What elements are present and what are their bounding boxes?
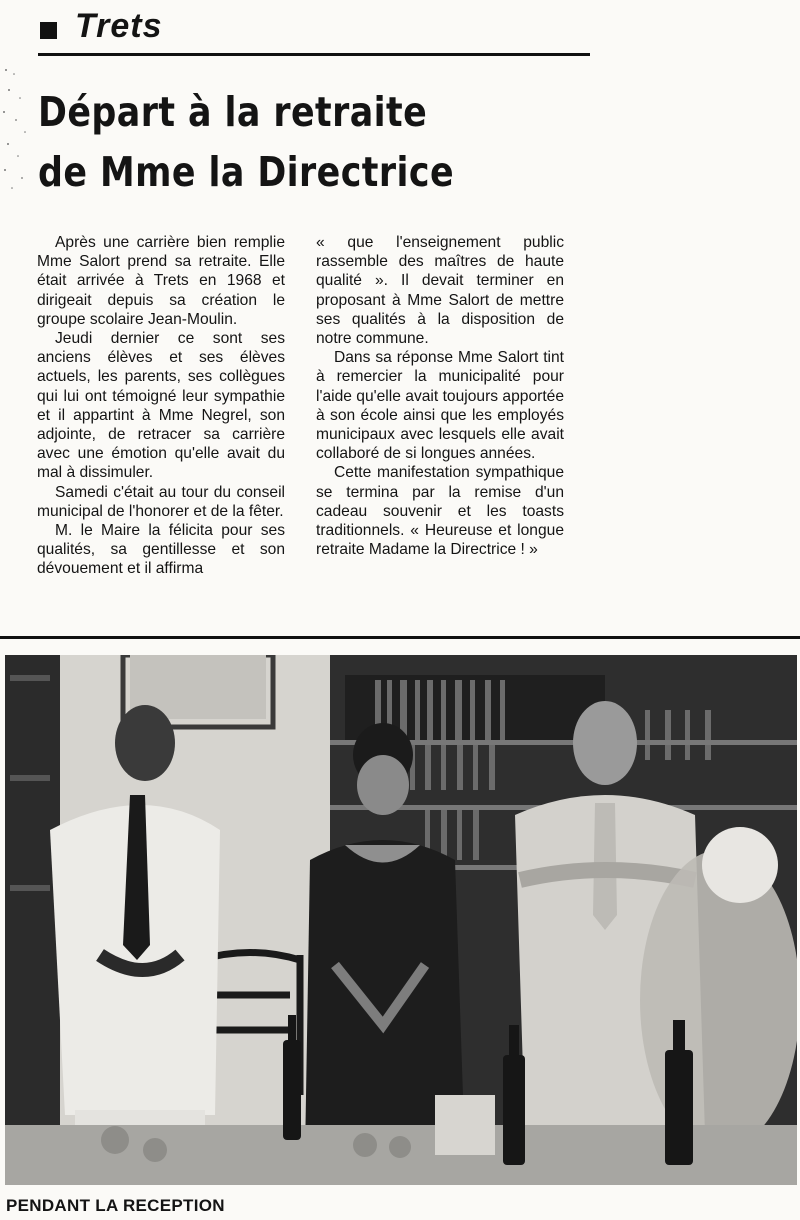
section-title: Trets <box>75 7 163 45</box>
paragraph: Après une carrière bien remplie Mme Salort prend sa retraite. Elle était arrivée à Trets en 1968 et dirigeait depuis sa création le groupe scolaire Jean-Moulin. <box>37 234 285 328</box>
section-square-icon <box>40 22 57 39</box>
article-left-column <box>37 233 285 579</box>
paragraph: Jeudi dernier ce sont ses anciens élèves et ses élèves actuels, les parents, ses collègues qui lui ont témoigné leur sympathie et il appartint à Mme Negrel, son adjointe, de retracer sa carrière avec une émotion qu'elle avait du mal à dissimuler. <box>37 330 285 482</box>
paragraph: M. le Maire la félicita pour ses qualités, sa gentillesse et son dévouement et il affirma <box>37 522 285 578</box>
section-header <box>40 6 163 46</box>
paragraph: Cette manifestation sympathique se termina par la remise d'un cadeau souvenir et les toasts traditionnels. « Heureuse et longue retraite Madame la Directrice ! » <box>316 464 564 559</box>
paragraph: Dans sa réponse Mme Salort tint à remercier la municipalité pour l'aide qu'elle avait toujours apportée à son école ainsi que les employés municipaux avec lesquels elle avait collaboré de si longues années. <box>316 349 564 463</box>
headline <box>38 82 514 202</box>
headline-line-2: de Mme la Directrice <box>38 148 455 196</box>
headline-line-1: Départ à la retraite <box>38 88 428 136</box>
photo-illustration <box>5 655 797 1185</box>
mid-rule <box>0 636 800 639</box>
scan-marks <box>0 60 40 200</box>
photo-caption: PENDANT LA RECEPTION <box>6 1196 225 1215</box>
reception-photo <box>5 655 797 1185</box>
top-rule <box>38 53 590 56</box>
article-right-column <box>316 233 564 559</box>
paragraph: « que l'enseignement public rassemble des maîtres de haute qualité ». Il devait terminer en proposant à Mme Salort de mettre ses qualités à la disposition de notre commune. <box>316 234 564 348</box>
paragraph: Samedi c'était au tour du conseil municipal de l'honorer et de la fêter. <box>37 483 285 520</box>
